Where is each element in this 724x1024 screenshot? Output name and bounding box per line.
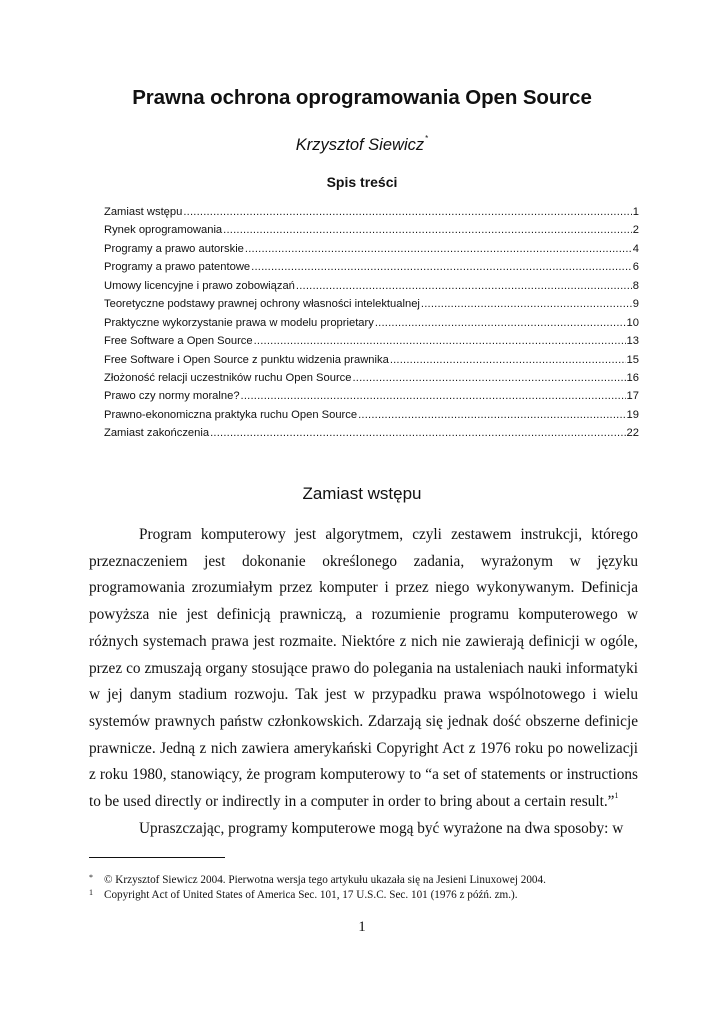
section-heading: Zamiast wstępu xyxy=(302,484,422,503)
footnote-mark: * xyxy=(89,873,93,882)
footnote-separator xyxy=(89,857,225,858)
toc-entry[interactable] xyxy=(104,298,639,316)
toc-entry-label: Free Software i Open Source z punktu widzenia prawnika xyxy=(104,353,389,366)
toc-leader-dots xyxy=(245,243,632,255)
footnote xyxy=(89,888,638,903)
footnotes xyxy=(89,873,638,903)
toc-entry[interactable] xyxy=(104,335,639,353)
toc-entry[interactable] xyxy=(104,317,639,335)
toc-entry-page: 19 xyxy=(626,408,639,421)
body-paragraph: Upraszczając, programy komputerowe mogą być wyrażone na dwa sposoby: w xyxy=(139,819,624,837)
toc-entry[interactable] xyxy=(104,206,639,224)
toc-entry-label: Teoretyczne podstawy prawnej ochrony własności intelektualnej xyxy=(104,298,420,311)
author-name: Krzysztof Siewicz xyxy=(295,136,425,154)
toc-leader-dots xyxy=(223,224,632,236)
footnote xyxy=(89,873,638,888)
toc-entry-label: Umowy licencyjne i prawo zobowiązań xyxy=(104,279,295,292)
toc-entry-label: Rynek oprogramowania xyxy=(104,224,223,237)
toc-leader-dots xyxy=(353,372,626,384)
toc-entry-page: 10 xyxy=(626,316,639,329)
toc-entry[interactable] xyxy=(104,243,639,261)
toc-entry-page: 17 xyxy=(626,390,639,403)
toc-leader-dots xyxy=(375,317,626,329)
toc-leader-dots xyxy=(254,335,626,347)
toc-entry-page: 4 xyxy=(632,242,639,255)
toc-entry-label: Free Software a Open Source xyxy=(104,335,253,348)
toc-entry-label: Prawno-ekonomiczna praktyka ruchu Open Source xyxy=(104,408,358,421)
toc-entry-label: Zamiast wstępu xyxy=(104,206,183,218)
body-paragraph xyxy=(89,522,638,816)
toc-entry-label: Praktyczne wykorzystanie prawa w modelu proprietary xyxy=(104,316,374,329)
toc-entry[interactable] xyxy=(104,354,639,372)
toc-entry-page: 6 xyxy=(632,261,639,274)
paragraph-text: Program komputerowy jest algorytmem, czyli zestawem instrukcji, którego przeznaczeniem jest dokonanie określonego zadania, wyrażonym w języku programowania zrozumiałym przez komputer i przez niego wykonywanym. Definicja powyższa nie jest definicją prawniczą, a rozumienie programu komputerowego w różnych systemach prawa jest rozmaite. Niektóre z nich nie zawierają definicji w ogóle, przez co zmuszają organy stosujące prawo do polegania na ustaleniach nauki informatyki w jej danym stadium rozwoju. Tak jest w przypadku prawa wspólnotowego i wielu systemów prawnych państw członkowskich. Zdarzają się jednak dość obszerne definicje prawnicze. Jedną z nich zawiera amerykański Copyright Act z 1976 roku po nowelizacji z roku 1980, stanowiący, że program komputerowy to “a set of statements or instructions to be used directly or indirectly in a computer in order to bring about a certain result.” xyxy=(89,526,638,811)
footnote-text: © Krzysztof Siewicz 2004. Pierwotna wersja tego artykułu ukazała się na Jesieni Linuxowej 2004. xyxy=(104,874,546,886)
toc-entry-page: 16 xyxy=(626,371,639,384)
footnote-ref[interactable]: 1 xyxy=(614,791,619,801)
toc-entry[interactable] xyxy=(104,409,639,427)
toc-entry-page: 8 xyxy=(632,279,639,292)
toc-heading: Spis treści xyxy=(326,174,398,190)
body-text xyxy=(89,522,638,842)
toc-entry-page: 1 xyxy=(632,206,639,218)
toc-entry[interactable] xyxy=(104,280,639,298)
toc-entry-label: Programy a prawo patentowe xyxy=(104,261,251,274)
toc-leader-dots xyxy=(241,390,626,402)
footnote-mark: 1 xyxy=(89,888,93,897)
toc-entry[interactable] xyxy=(104,427,639,445)
toc-entry[interactable] xyxy=(104,390,639,408)
toc-leader-dots xyxy=(421,298,632,310)
toc-leader-dots xyxy=(390,354,626,366)
toc-entry-page: 2 xyxy=(632,224,639,237)
toc-entry-label: Prawo czy normy moralne? xyxy=(104,390,240,403)
toc-entry-label: Zamiast zakończenia xyxy=(104,427,210,440)
toc-entry-page: 15 xyxy=(626,353,639,366)
author-footnote-mark[interactable]: * xyxy=(425,134,429,143)
toc-entry-page: 13 xyxy=(626,335,639,348)
toc-leader-dots xyxy=(210,427,625,439)
toc-leader-dots xyxy=(296,280,632,292)
toc-entry-page: 22 xyxy=(626,427,639,440)
toc-entry[interactable] xyxy=(104,372,639,390)
toc-entry-label: Programy a prawo autorskie xyxy=(104,242,244,255)
toc-leader-dots xyxy=(251,261,632,273)
footnote-text: Copyright Act of United States of America Sec. 101, 17 U.S.C. Sec. 101 (1976 z późń. zm.). xyxy=(104,889,518,901)
toc-leader-dots xyxy=(358,409,625,421)
toc-entry[interactable] xyxy=(104,261,639,279)
page-number: 1 xyxy=(358,919,366,935)
document-title: Prawna ochrona oprogramowania Open Source xyxy=(132,86,592,109)
author-line xyxy=(0,134,724,155)
toc-entry[interactable] xyxy=(104,224,639,242)
table-of-contents xyxy=(104,206,639,446)
toc-entry-page: 9 xyxy=(632,298,639,311)
toc-leader-dots xyxy=(183,206,631,218)
toc-entry-label: Złożoność relacji uczestników ruchu Open Source xyxy=(104,371,352,384)
